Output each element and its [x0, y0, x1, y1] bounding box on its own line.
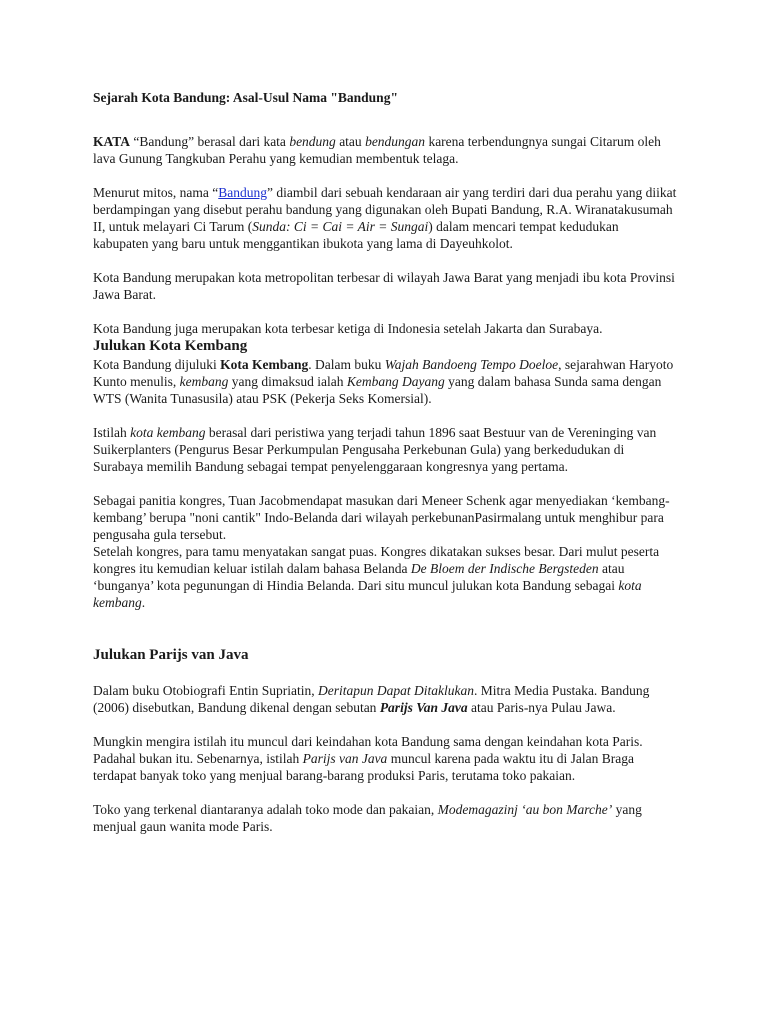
- text-run: yang dalam bahasa Sunda sama dengan WTS (Wanita Tunasusila) atau PSK (Pekerja Seks Komersial).: [93, 374, 662, 406]
- italic-term: Deritapun Dapat Ditaklukan: [317, 683, 474, 698]
- text-run: berasal dari peristiwa yang terjadi tahun 1896 saat Bestuur van de Vereninging van Suikerplanters (Pengurus Besar Perkumpulan Pengusaha Perkebunan Gula) yang berkedudukan di Surabaya memilih Bandung sebagai tempat penyelenggaraan kongresnya yang pertama.: [93, 425, 657, 474]
- italic-term: Modemagazinj ‘au bon Marche’: [437, 802, 613, 817]
- text-run: “Bandung” berasal dari kata: [130, 134, 290, 149]
- italic-term: De Bloem der Indische Bergsteden: [410, 561, 599, 576]
- text-run: ) dalam mencari tempat kedudukan kabupaten yang baru untuk menggantikan ibukota yang lama di Dayeuhkolot.: [93, 219, 619, 251]
- italic-term: bendungan: [365, 134, 426, 149]
- paragraph-paris-reason: [93, 733, 677, 784]
- text-run: Menurut mitos, nama “: [93, 185, 219, 200]
- italic-term: Wajah Bandoeng Tempo Doeloe: [384, 357, 559, 372]
- bold-italic-term: Parijs Van Java: [379, 700, 468, 715]
- heading-kota-kembang: Julukan Kota Kembang: [93, 338, 248, 354]
- text-run: Mungkin mengira istilah itu muncul dari keindahan kota Bandung sama dengan keindahan kota Paris. Padahal bukan itu. Sebenarnya, istilah: [93, 734, 643, 766]
- paragraph-after-congress: [93, 543, 677, 611]
- paragraph-origin: [93, 133, 677, 167]
- bandung-link[interactable]: Bandung: [218, 185, 267, 200]
- text-run: , sejarahwan Haryoto Kunto menulis,: [93, 357, 674, 389]
- text-run: yang dimaksud ialah: [228, 374, 347, 389]
- text-run: Setelah kongres, para tamu menyatakan sangat puas. Kongres dikatakan sukses besar. Dari mulut peserta kongres itu kemudian keluar istilah dalam bahasa Belanda: [93, 544, 660, 576]
- text-run: Dalam buku Otobiografi Entin Supriatin,: [93, 683, 318, 698]
- paragraph-famous-store: [93, 801, 677, 835]
- text-run: atau ‘bunganya’ kota pegunungan di Hindia Belanda. Dari situ muncul julukan kota Bandung sebagai: [93, 561, 625, 593]
- italic-term: kembang: [179, 374, 229, 389]
- text-run: Toko yang terkenal diantaranya adalah toko mode dan pakaian,: [93, 802, 438, 817]
- lead-word: KATA: [93, 134, 130, 149]
- paragraph-metropolitan: Kota Bandung merupakan kota metropolitan terbesar di wilayah Jawa Barat yang menjadi ibu kota Provinsi Jawa Barat.: [93, 270, 675, 302]
- text-run: . Mitra Media Pustaka. Bandung (2006) disebutkan, Bandung dikenal dengan sebutan: [93, 683, 650, 715]
- paragraph-myth: [93, 184, 677, 252]
- text-run: .: [141, 595, 146, 610]
- bold-term: Kota Kembang: [220, 357, 309, 372]
- italic-term: kota kembang: [130, 425, 206, 440]
- paragraph-third-largest: Kota Bandung juga merupakan kota terbesar ketiga di Indonesia setelah Jakarta dan Surabaya.: [93, 321, 603, 336]
- text-run: karena terbendungnya sungai Citarum oleh lava Gunung Tangkuban Perahu yang kemudian membentuk telaga.: [93, 134, 661, 166]
- text-run: . Dalam buku: [308, 357, 385, 372]
- document-body: [93, 89, 677, 835]
- paragraph-kembang-definition: [93, 356, 677, 407]
- italic-term: Parijs van Java: [302, 751, 388, 766]
- paragraph-congress-committee: Sebagai panitia kongres, Tuan Jacobmendapat masukan dari Meneer Schenk agar menyediakan ‘kembang-kembang’ berupa "noni cantik" Indo-Belanda dari wilayah perkebunanPasirmalang untuk menghibur para pengusaha gula tersebut.: [93, 493, 670, 542]
- italic-term: Kembang Dayang: [346, 374, 445, 389]
- document-title: Sejarah Kota Bandung: Asal-Usul Nama "Bandung": [93, 90, 398, 105]
- text-run: ” diambil dari sebuah kendaraan air yang terdiri dari dua perahu yang diikat berdampingan yang disebut perahu bandung yang digunakan oleh Bupati Bandung, R.A. Wiranatakusumah II, untuk melayari Ci Tarum (: [93, 185, 677, 234]
- text-run: Kota Bandung dijuluki: [93, 357, 221, 372]
- heading-parijs-van-java: Julukan Parijs van Java: [93, 647, 249, 663]
- italic-term: Sunda: Ci = Cai = Air = Sungai: [252, 219, 429, 234]
- italic-term: kota kembang: [93, 578, 642, 610]
- text-run: atau Paris-nya Pulau Jawa.: [467, 700, 616, 715]
- paragraph-kembang-origin: [93, 424, 677, 475]
- italic-term: bendung: [289, 134, 336, 149]
- text-run: muncul karena pada waktu itu di Jalan Braga terdapat banyak toko yang menjual barang-barang produksi Paris, terutama toko pakaian.: [93, 751, 634, 783]
- text-run: atau: [335, 134, 366, 149]
- paragraph-autobiography: [93, 682, 677, 716]
- text-run: Istilah: [93, 425, 131, 440]
- text-run: yang menjual gaun wanita mode Paris.: [93, 802, 642, 834]
